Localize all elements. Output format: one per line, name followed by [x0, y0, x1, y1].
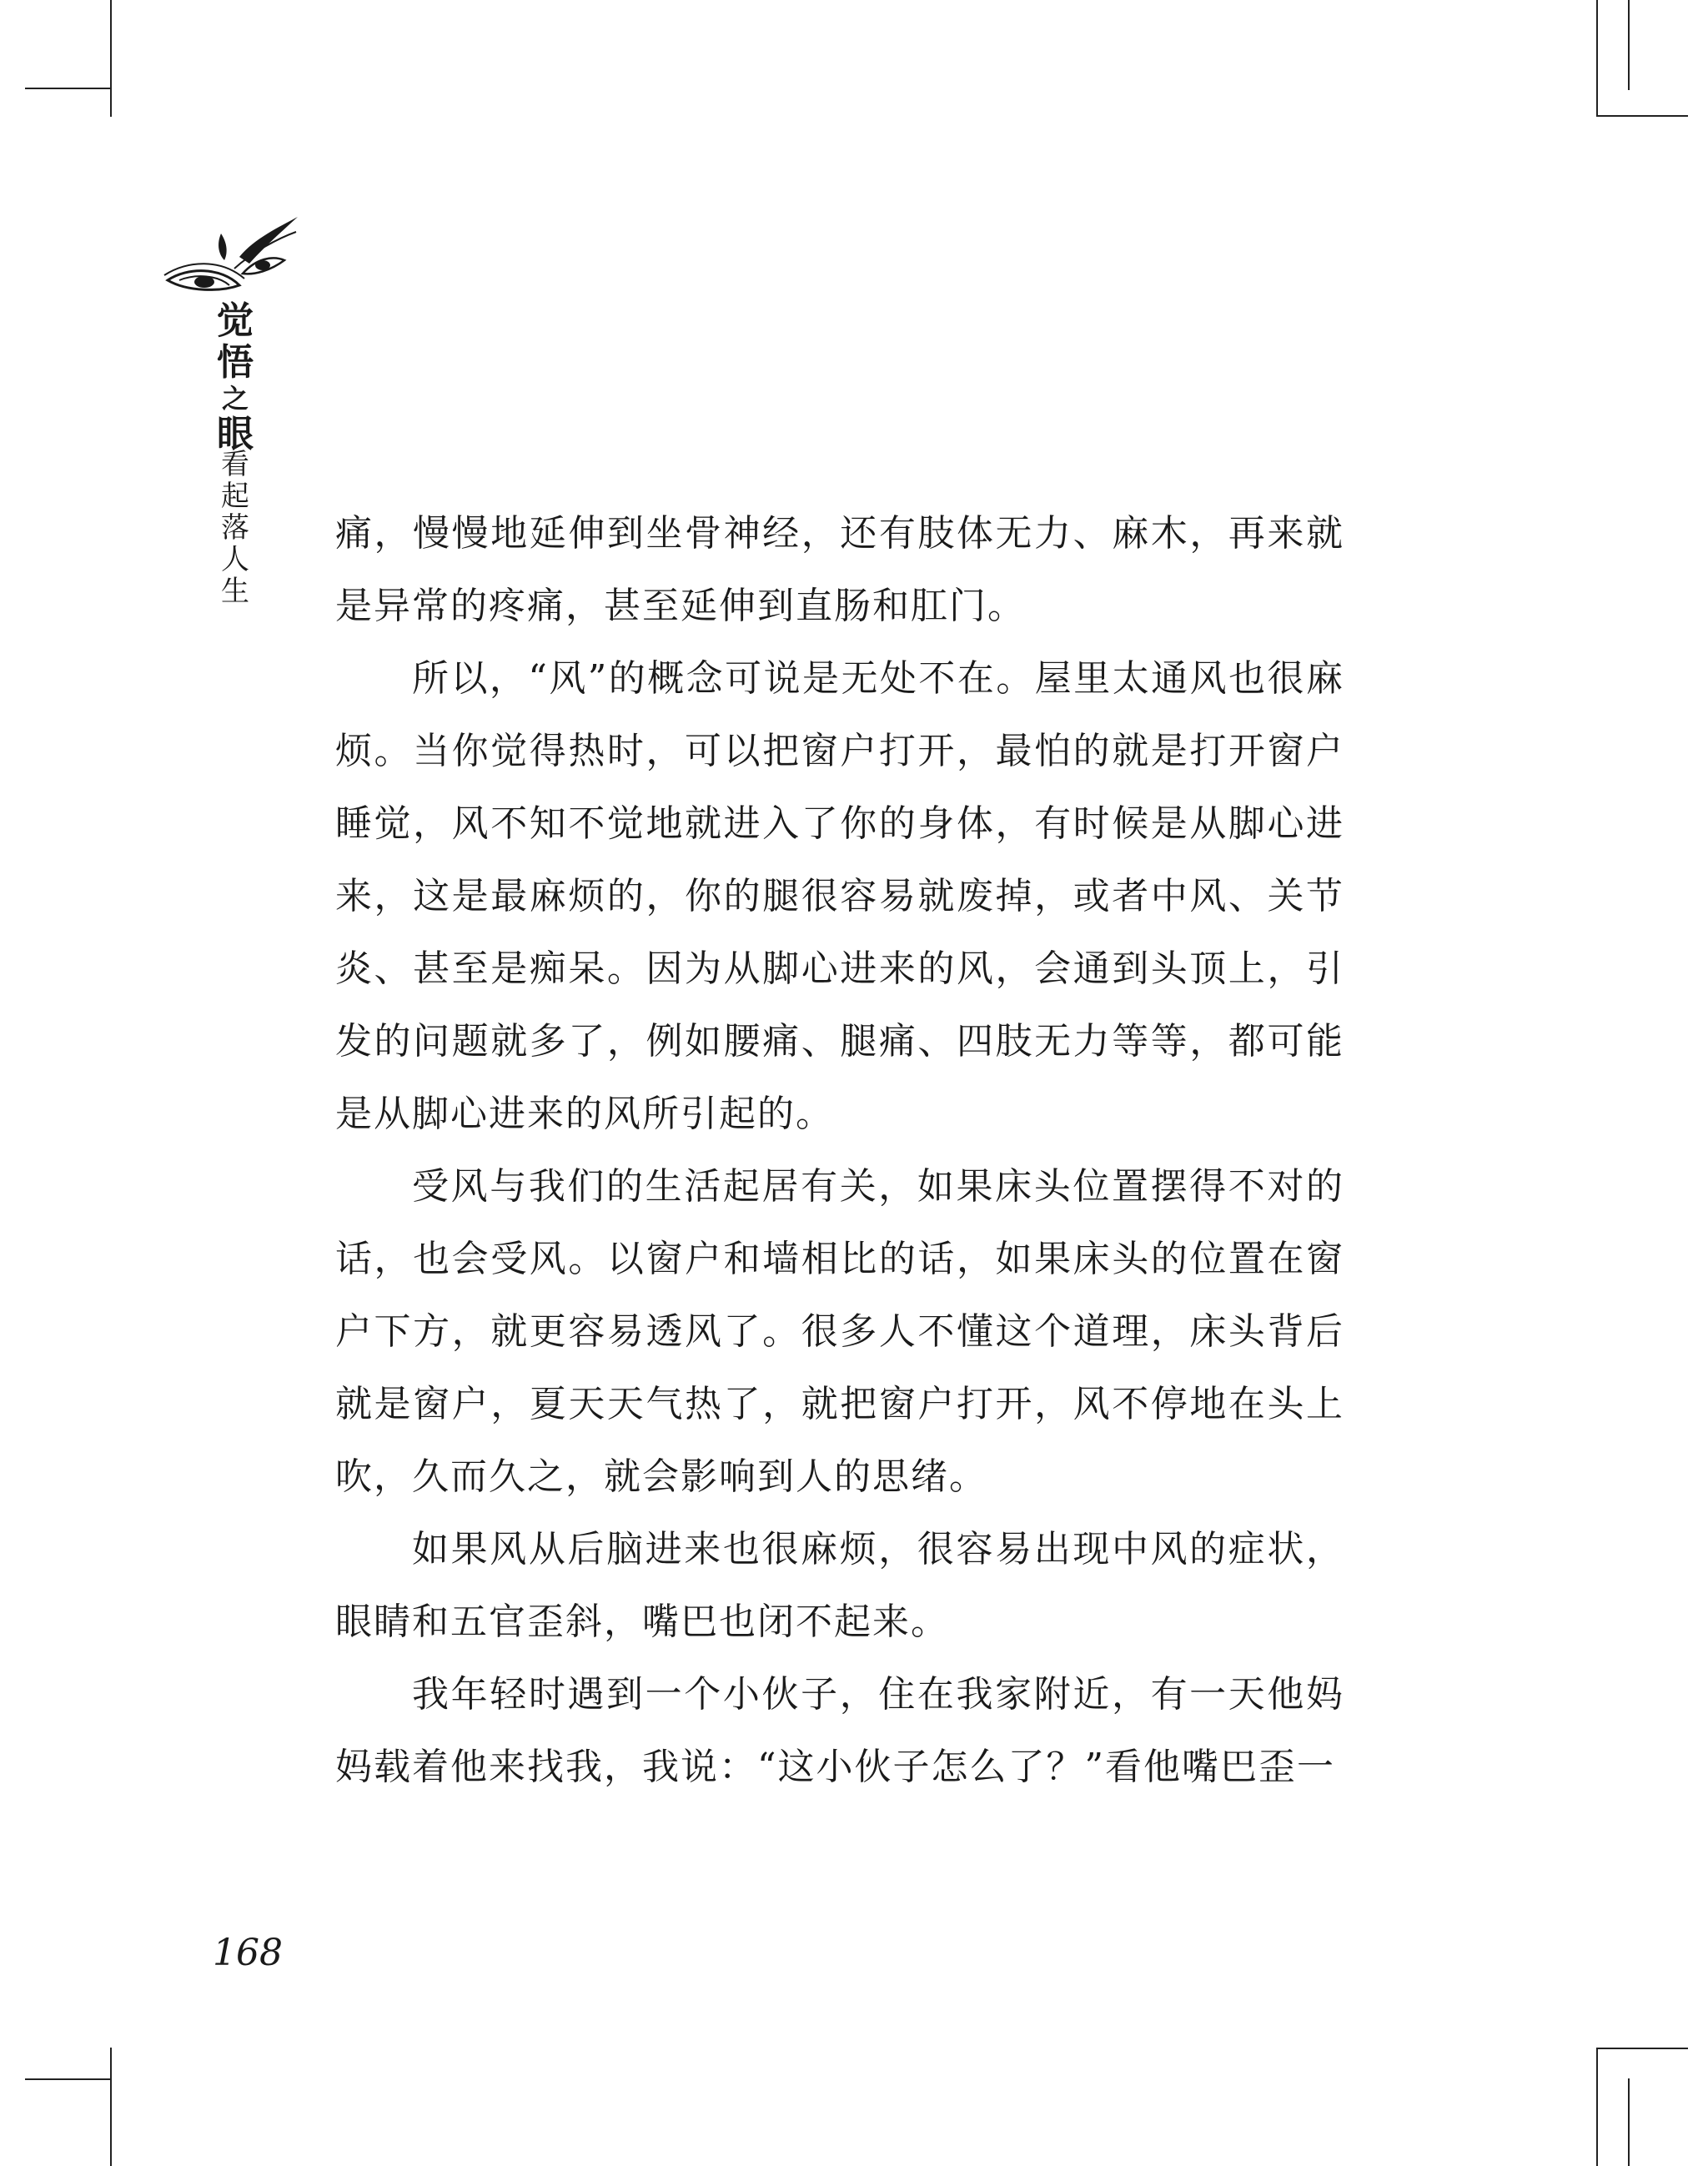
book-subtitle-char: 看	[221, 448, 249, 481]
eyes-logo-icon	[163, 209, 304, 309]
book-subtitle-char: 人	[221, 543, 249, 576]
crop-mark	[1596, 2048, 1688, 2049]
paragraph: 所以，“风”的概念可说是无处不在。屋里太通风也很麻烦。当你觉得热时，可以把窗户打开，最怕的就是打开窗户睡觉，风不知不觉地就进入了你的身体，有时候是从脚心进来，这是最麻烦的，你的腿很容易就废掉，或者中风、关节炎、甚至是痴呆。因为从脚心进来的风，会通到头顶上，引发的问题就多了，例如腰痛、腿痛、四肢无力等等，都可能是从脚心进来的风所引起的。	[335, 657, 1344, 1135]
crop-mark	[1596, 115, 1688, 117]
body-text	[335, 497, 1344, 1803]
book-title-char: 觉	[217, 299, 254, 342]
crop-mark	[110, 2048, 112, 2166]
crop-mark	[1596, 2048, 1598, 2166]
book-title-char: 之	[221, 383, 249, 415]
crop-mark	[1596, 0, 1598, 117]
book-title-char: 眼	[217, 413, 254, 455]
crop-mark	[1628, 0, 1630, 90]
crop-mark	[25, 2078, 112, 2080]
paragraph: 受风与我们的生活起居有关，如果床头位置摆得不对的话，也会受风。以窗户和墙相比的话，如果床头的位置在窗户下方，就更容易透风了。很多人不懂这个道理，床头背后就是窗户，夏天天气热了，就把窗户打开，风不停地在头上吹，久而久之，就会影响到人的思绪。	[335, 1165, 1344, 1498]
paragraph: 痛，慢慢地延伸到坐骨神经，还有肢体无力、麻木，再来就是异常的疼痛，甚至延伸到直肠和肛门。	[335, 512, 1344, 627]
crop-mark	[1628, 2078, 1630, 2166]
book-title	[210, 300, 260, 455]
crop-mark	[110, 0, 112, 117]
book-subtitle-char: 生	[221, 575, 249, 608]
crop-mark	[25, 88, 112, 89]
page-number: 168	[213, 1932, 283, 1974]
book-subtitle-char: 落	[221, 511, 249, 545]
book-title-char: 悟	[217, 341, 254, 384]
book-subtitle	[219, 449, 252, 607]
paragraph: 我年轻时遇到一个小伙子，住在我家附近，有一天他妈妈载着他来找我，我说：“这小伙子怎么了？”看他嘴巴歪一	[335, 1673, 1344, 1788]
paragraph: 如果风从后脑进来也很麻烦，很容易出现中风的症状，眼睛和五官歪斜，嘴巴也闭不起来。	[335, 1528, 1344, 1643]
book-subtitle-char: 起	[221, 480, 249, 513]
